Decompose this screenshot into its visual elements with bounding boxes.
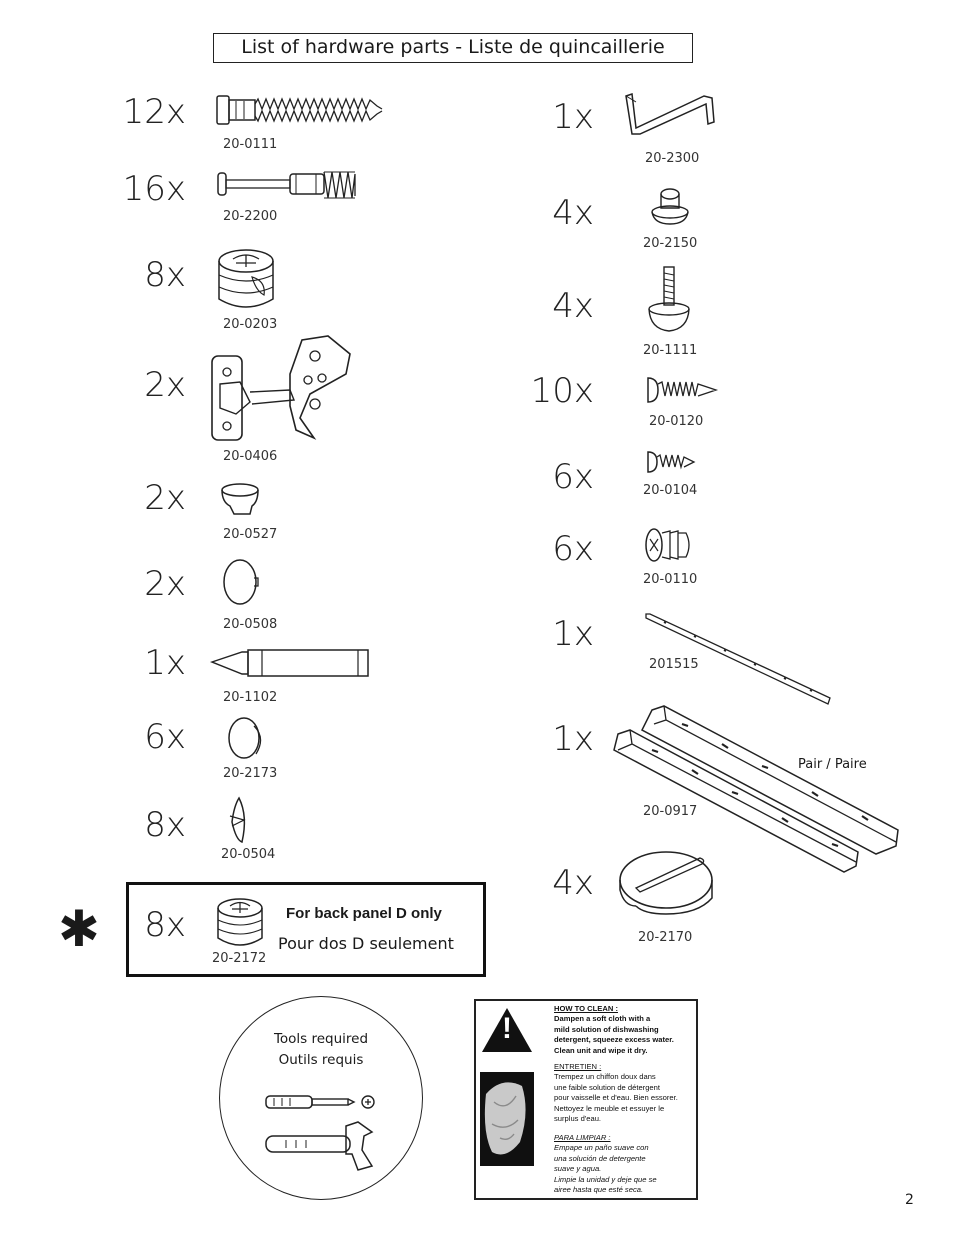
part-code: 20-0203: [223, 317, 278, 332]
part-code: 20-1102: [223, 690, 278, 705]
care-line: una solución de detergente: [554, 1153, 646, 1163]
wood-filler-crayon-icon: [210, 648, 372, 678]
cam-lock-icon: [216, 247, 276, 311]
part-code: 20-2300: [645, 151, 700, 166]
part-code: 20-2170: [638, 930, 693, 945]
cloth-photo: [480, 1072, 534, 1166]
round-cap-icon: [226, 716, 268, 762]
back-panel-note-en: For back panel D only: [286, 905, 442, 922]
qty-label: 4x: [552, 193, 594, 233]
qty-label: 1x: [144, 643, 186, 683]
pan-head-screw-icon: [644, 376, 720, 406]
page-number: 2: [905, 1192, 914, 1208]
tools-required-label: Tools required: [273, 1031, 369, 1047]
care-line: detergent, squeeze excess water.: [554, 1035, 674, 1045]
part-code: 20-0104: [643, 483, 698, 498]
part-code: 20-0917: [643, 804, 698, 819]
dowel-connector-bolt-icon: [216, 168, 358, 202]
qty-label: 6x: [552, 529, 594, 569]
allen-key-icon: [620, 88, 720, 138]
part-code: 20-1111: [643, 343, 698, 358]
care-line: mild solution of dishwashing: [554, 1024, 659, 1034]
qty-label: 1x: [552, 97, 594, 137]
care-heading-en: HOW TO CLEAN :: [554, 1004, 618, 1013]
cam-bolt-screw-icon: [214, 93, 386, 129]
part-code: 20-2172: [212, 951, 267, 966]
knob-icon: [220, 482, 262, 516]
care-line: Empape un paño suave con: [554, 1143, 649, 1153]
care-line: Trempez un chiffon doux dans: [554, 1072, 656, 1082]
qty-label: 1x: [552, 719, 594, 759]
part-code: 20-2200: [223, 209, 278, 224]
qty-label: 4x: [552, 286, 594, 326]
part-code: 20-2173: [223, 766, 278, 781]
care-heading-es: PARA LIMPIAR :: [554, 1133, 611, 1142]
qty-label: 2x: [144, 365, 186, 405]
grommet-icon: [618, 848, 716, 918]
care-line: pour vaisselle et d'eau. Bien essorer.: [554, 1093, 678, 1103]
cam-lock-icon: [216, 896, 264, 948]
part-code: 20-0527: [223, 527, 278, 542]
qty-label: 10x: [530, 371, 594, 411]
plastic-anchor-icon: [644, 527, 694, 563]
hammer-icon: [262, 1118, 380, 1172]
page-title: List of hardware parts - Liste de quincaillerie: [213, 33, 693, 63]
care-line: une faible solution de détergent: [554, 1082, 660, 1092]
care-instructions-es: [554, 1133, 696, 1195]
care-line: suave y agua.: [554, 1164, 602, 1174]
glide-icon: [648, 186, 692, 226]
part-code: 20-2150: [643, 236, 698, 251]
qty-label: 2x: [144, 564, 186, 604]
part-code: 20-0508: [223, 617, 278, 632]
care-instructions-fr: [554, 1062, 696, 1124]
care-line: airee hasta que esté seca.: [554, 1185, 644, 1195]
qty-label: 8x: [144, 255, 186, 295]
tools-required-label-fr: Outils requis: [278, 1052, 364, 1068]
care-line: Clean unit and wipe it dry.: [554, 1045, 648, 1055]
screwdriver-icon: [262, 1090, 378, 1114]
care-line: surplus d'eau.: [554, 1114, 602, 1124]
cover-cap-icon: [222, 558, 262, 608]
part-code: 20-0110: [643, 572, 698, 587]
concealed-hinge-icon: [210, 334, 360, 444]
back-panel-note-fr: Pour dos D seulement: [278, 934, 454, 953]
qty-label: 12x: [122, 92, 186, 132]
part-code: 20-0111: [223, 137, 278, 152]
qty-label: 6x: [144, 717, 186, 757]
short-screw-icon: [644, 450, 698, 476]
warning-exclamation: !: [502, 1012, 512, 1045]
part-code: 20-0120: [649, 414, 704, 429]
pair-label: Pair / Paire: [798, 757, 867, 772]
qty-label: 6x: [552, 457, 594, 497]
qty-label: 2x: [144, 478, 186, 518]
qty-label: 1x: [552, 614, 594, 654]
care-line: Nettoyez le meuble et essuyer le: [554, 1103, 665, 1113]
qty-label: 16x: [122, 169, 186, 209]
care-line: Dampen a soft cloth with a: [554, 1014, 651, 1024]
qty-label: 4x: [552, 863, 594, 903]
leveler-foot-icon: [646, 265, 694, 335]
part-code: 201515: [649, 657, 699, 672]
part-code: 20-0504: [221, 847, 276, 862]
qty-label: 8x: [144, 805, 186, 845]
asterisk-symbol: ✱: [58, 900, 100, 958]
part-code: 20-0406: [223, 449, 278, 464]
care-heading-fr: ENTRETIEN :: [554, 1062, 602, 1071]
qty-label: 8x: [144, 905, 186, 945]
care-line: Limpie la unidad y deje que se: [554, 1174, 657, 1184]
care-instructions-en: [554, 1004, 696, 1056]
shelf-pin-icon: [226, 796, 252, 846]
